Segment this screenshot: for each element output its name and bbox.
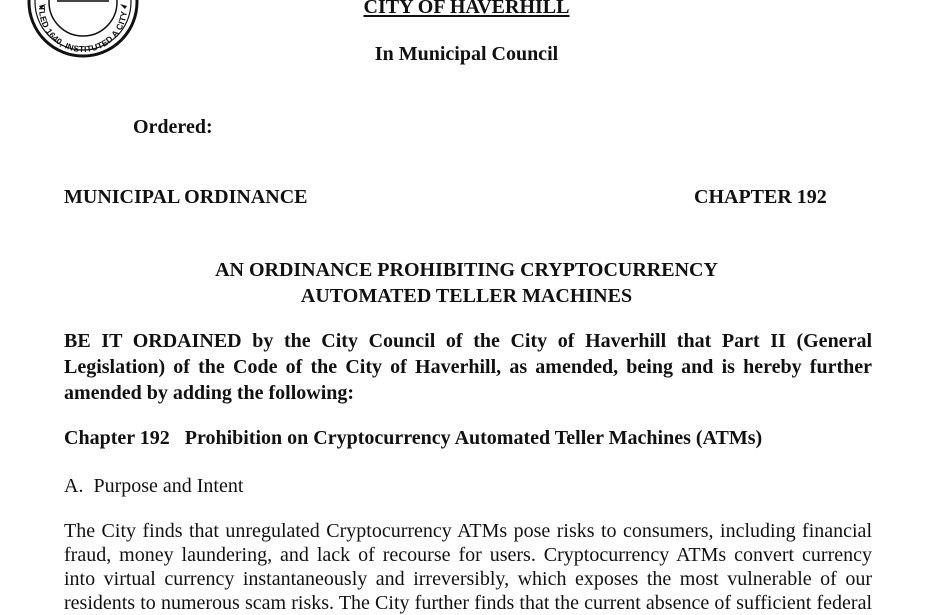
ordinance-title xyxy=(0,257,933,309)
purpose-paragraph xyxy=(64,519,872,615)
ordained-line: Legislation) of the Code of the City of Haverhill, as amended, being and is hereby further xyxy=(64,356,872,378)
ordained-line: BE IT ORDAINED by the City Council of the City of Haverhill that Part II (General xyxy=(64,330,872,352)
ordinance-label: MUNICIPAL ORDINANCE xyxy=(64,186,308,208)
ordained-line: amended by adding the following: xyxy=(64,382,355,404)
city-title: CITY OF HAVERHILL xyxy=(363,0,570,18)
seal-text: TLED 1640, INSTITUTED A CITY xyxy=(36,5,129,55)
ordinance-title-line: AN ORDINANCE PROHIBITING CRYPTOCURRENCY xyxy=(215,259,718,281)
council-heading: In Municipal Council xyxy=(374,43,559,65)
chapter-number: CHAPTER 192 xyxy=(694,186,827,208)
paragraph-line: residents to numerous scam risks. The City further finds that the current absence of sufficient federal xyxy=(64,592,872,614)
ordained-clause xyxy=(64,328,872,406)
ordinance-title-line: AUTOMATED TELLER MACHINES xyxy=(300,285,633,307)
chapter-heading: Chapter 192 Prohibition on Cryptocurrency Automated Teller Machines (ATMs) xyxy=(64,427,763,449)
section-a-heading: A. Purpose and Intent xyxy=(64,475,244,497)
paragraph-line: fraud, money laundering, and lack of recourse for users. Cryptocurrency ATMs convert currency xyxy=(64,544,872,566)
ordered-label: Ordered: xyxy=(133,116,213,138)
paragraph-line: into virtual currency instantaneously and irreversibly, which exposes the most vulnerable of our xyxy=(64,568,872,590)
paragraph-line: The City finds that unregulated Cryptocurrency ATMs pose risks to consumers, including financial xyxy=(64,520,872,542)
